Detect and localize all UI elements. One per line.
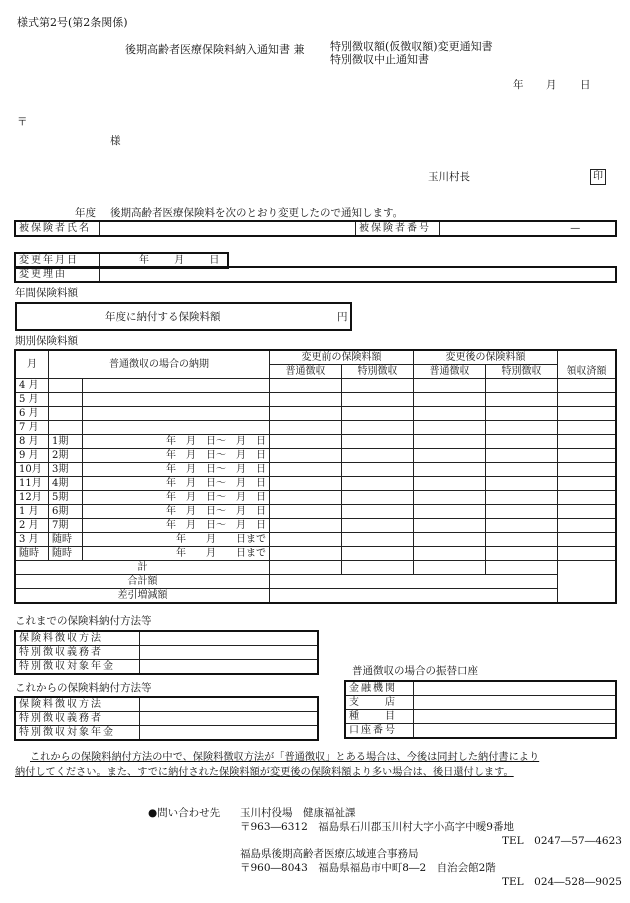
period-amount-cell [270,393,342,407]
contact-org2: 福島県後期高齢者医療広域連合事務局 [240,848,419,860]
period-amount-cell [342,477,414,491]
prev-method-label: 特別徴収対象年金 [16,660,140,674]
period-month: 随時 [16,547,49,561]
contact-addr2: 〒960―8043 福島県福島市中町8―2 自治会館2階 [240,862,496,874]
period-month: 7 月 [16,421,49,435]
period-term [49,379,83,393]
period-amount-cell [486,435,558,449]
prev-method-value [140,632,318,646]
period-amount-cell [270,449,342,463]
period-amount-cell [414,519,486,533]
period-dates [83,393,270,407]
period-row [16,547,616,561]
period-amount-cell [486,491,558,505]
period-amount-cell [558,505,616,519]
period-amount-cell [486,547,558,561]
period-amount-cell [558,547,616,561]
header-normal-due: 普通徴収の場合の納期 [49,351,270,379]
diff-value [270,589,558,603]
period-amount-cell [342,463,414,477]
kei-blank [558,561,616,603]
contact-org1: 玉川村役場 健康福祉課 [240,807,356,819]
period-row [16,491,616,505]
period-amount-cell [270,491,342,505]
issuer-name: 玉川村長 [428,171,470,183]
period-amount-cell [342,421,414,435]
period-term [49,407,83,421]
period-amount-cell [342,547,414,561]
notice-line1: これからの保険料納付方法の中で、保険料徴収方法が「普通徴収」とある場合は、今後は同封した納付書により [30,752,540,763]
intro-nendo: 年度 [75,207,96,219]
period-term: 随時 [49,533,83,547]
date-day: 日 [580,79,591,91]
period-amount-cell [558,393,616,407]
period-row [16,379,616,393]
prev-method-value [140,660,318,674]
header-after-special: 特別徴収 [486,365,558,379]
bank-value [414,710,616,724]
period-amount-cell [414,463,486,477]
period-amount-cell [342,505,414,519]
period-amount-cell [342,519,414,533]
bank-label: 種 目 [346,710,414,724]
period-dates: 年 月 日まで [83,547,270,561]
period-amount-cell [270,505,342,519]
period-amount-cell [414,505,486,519]
annual-section-title: 年間保険料額 [15,287,78,299]
change-date-m: 月 [174,254,185,266]
period-dates [83,407,270,421]
period-amount-cell [342,449,414,463]
bank-table [345,681,616,738]
period-dates: 年 月 日～ 月 日 [83,519,270,533]
period-month: 2 月 [16,519,49,533]
period-amount-cell [558,379,616,393]
change-reason-label: 変更理由 [16,268,100,282]
period-dates: 年 月 日～ 月 日 [83,477,270,491]
period-row [16,449,616,463]
period-dates: 年 月 日～ 月 日 [83,505,270,519]
header-before-normal: 普通徴収 [270,365,342,379]
period-term: 2期 [49,449,83,463]
insured-number-value [440,222,536,236]
period-month: 8 月 [16,435,49,449]
prev-method-table [15,631,318,674]
period-amount-cell [414,435,486,449]
period-amount-cell [414,547,486,561]
period-month: 6 月 [16,407,49,421]
period-amount-cell [414,491,486,505]
period-amount-cell [270,463,342,477]
period-amount-cell [414,449,486,463]
period-section-title: 期別保険料額 [15,335,78,347]
period-amount-cell [486,449,558,463]
period-amount-cell [342,435,414,449]
change-date-value [100,254,228,268]
period-month: 10月 [16,463,49,477]
bank-label: 支 店 [346,696,414,710]
total-value [270,575,558,589]
period-amount-cell [342,393,414,407]
next-method-label: 特別徴収対象年金 [16,726,140,740]
bank-section-title: 普通徴収の場合の振替口座 [352,665,478,677]
period-row [16,421,616,435]
period-amount-cell [558,435,616,449]
period-amount-cell [558,449,616,463]
period-amount-cell [270,379,342,393]
period-term [49,421,83,435]
header-received: 領収済額 [558,351,616,379]
annual-unit: 円 [337,311,348,323]
period-month: 9 月 [16,449,49,463]
period-amount-cell [486,477,558,491]
change-reason-value [100,268,616,282]
title-main: 後期高齢者医療保険料納入通知書 兼 [125,43,305,56]
contact-tel2: TEL 024―528―9025 [502,876,622,888]
intro-text: 後期高齢者医療保険料を次のとおり変更したので通知します。 [110,207,404,219]
bank-value [414,696,616,710]
period-month: 3 月 [16,533,49,547]
period-month: 4 月 [16,379,49,393]
prev-method-title: これまでの保険料納付方法等 [15,615,152,627]
next-method-table [15,697,318,740]
period-amount-cell [558,519,616,533]
period-amount-cell [342,491,414,505]
period-amount-cell [414,379,486,393]
change-reason-table [15,267,616,282]
period-term: 7期 [49,519,83,533]
period-table [15,350,616,603]
period-term: 4期 [49,477,83,491]
period-amount-cell [486,379,558,393]
period-amount-cell [342,407,414,421]
period-dates: 年 月 日まで [83,533,270,547]
period-amount-cell [270,547,342,561]
annual-box [15,302,352,331]
period-row [16,435,616,449]
period-term: 随時 [49,547,83,561]
bank-label: 金融機関 [346,682,414,696]
kei-label: 計 [16,561,270,575]
period-row [16,463,616,477]
period-amount-cell [270,477,342,491]
change-date-d: 日 [209,254,220,266]
period-amount-cell [486,407,558,421]
period-dates [83,379,270,393]
period-month: 1 月 [16,505,49,519]
period-amount-cell [558,421,616,435]
next-method-value [140,726,318,740]
next-method-value [140,698,318,712]
period-row [16,505,616,519]
period-amount-cell [414,407,486,421]
period-month: 11月 [16,477,49,491]
period-month: 5 月 [16,393,49,407]
period-amount-cell [342,533,414,547]
period-amount-cell [342,379,414,393]
period-amount-cell [486,505,558,519]
insured-name-label: 被保険者氏名 [16,222,100,236]
period-amount-cell [558,491,616,505]
kei-cell [486,561,558,575]
header-after-normal: 普通徴収 [414,365,486,379]
period-amount-cell [414,393,486,407]
insured-number-dash: — [536,222,616,236]
period-amount-cell [486,533,558,547]
next-method-label: 特別徴収義務者 [16,712,140,726]
period-term: 3期 [49,463,83,477]
period-amount-cell [486,421,558,435]
period-amount-cell [414,477,486,491]
contact-label: ●問い合わせ先 [148,807,221,819]
period-amount-cell [486,393,558,407]
period-amount-cell [270,519,342,533]
bank-value [414,724,616,738]
period-amount-cell [270,407,342,421]
period-row [16,407,616,421]
notice-line2: 納付してください。また、すでに納付された保険料額が変更後の保険料額より多い場合は、後日還付します。 [15,767,514,778]
period-dates: 年 月 日～ 月 日 [83,449,270,463]
period-dates: 年 月 日～ 月 日 [83,491,270,505]
period-term: 6期 [49,505,83,519]
period-month: 12月 [16,491,49,505]
contact-addr1: 〒963―6312 福島県石川郡玉川村大字小高字中曖9番地 [240,821,514,833]
period-row [16,533,616,547]
bank-value [414,682,616,696]
next-method-value [140,712,318,726]
period-dates: 年 月 日～ 月 日 [83,463,270,477]
next-method-title: これからの保険料納付方法等 [15,682,152,694]
period-row [16,393,616,407]
period-amount-cell [414,533,486,547]
change-date-label: 変更年月日 [16,254,100,268]
header-month: 月 [16,351,49,379]
date-year: 年 [513,79,524,91]
period-term: 1期 [49,435,83,449]
period-term: 5期 [49,491,83,505]
header-before: 変更前の保険料額 [270,351,414,365]
date-month: 月 [546,79,557,91]
period-amount-cell [558,463,616,477]
period-amount-cell [558,533,616,547]
bank-label: 口座番号 [346,724,414,738]
form-number: 様式第2号(第2条関係) [17,16,128,29]
period-amount-cell [270,421,342,435]
title-sub2: 特別徴収中止通知書 [330,53,429,66]
period-amount-cell [270,435,342,449]
change-date-table [15,253,228,268]
period-amount-cell [558,477,616,491]
total-label: 合計額 [16,575,270,589]
period-amount-cell [486,463,558,477]
kei-cell [270,561,342,575]
contact-tel1: TEL 0247―57―4623 [502,835,622,847]
period-amount-cell [558,407,616,421]
postal-mark: 〒 [17,116,28,128]
period-dates: 年 月 日～ 月 日 [83,435,270,449]
annual-label: 年度に納付する保険料額 [105,311,221,323]
kei-cell [414,561,486,575]
seal-box: 印 [590,169,606,185]
diff-label: 差引増減額 [16,589,270,603]
header-after: 変更後の保険料額 [414,351,558,365]
period-row [16,519,616,533]
addressee-sama: 様 [110,135,121,147]
change-date-y: 年 [139,254,149,266]
prev-method-value [140,646,318,660]
period-amount-cell [270,533,342,547]
insured-table [15,221,616,236]
insured-number-label: 被保険者番号 [356,222,440,236]
period-amount-cell [414,421,486,435]
header-before-special: 特別徴収 [342,365,414,379]
period-amount-cell [486,519,558,533]
period-term [49,393,83,407]
title-sub1: 特別徴収額(仮徴収額)変更通知書 [330,40,493,53]
next-method-label: 保険料徴収方法 [16,698,140,712]
prev-method-label: 特別徴収義務者 [16,646,140,660]
period-dates [83,421,270,435]
period-row [16,477,616,491]
insured-name-value [100,222,356,236]
kei-cell [342,561,414,575]
prev-method-label: 保険料徴収方法 [16,632,140,646]
